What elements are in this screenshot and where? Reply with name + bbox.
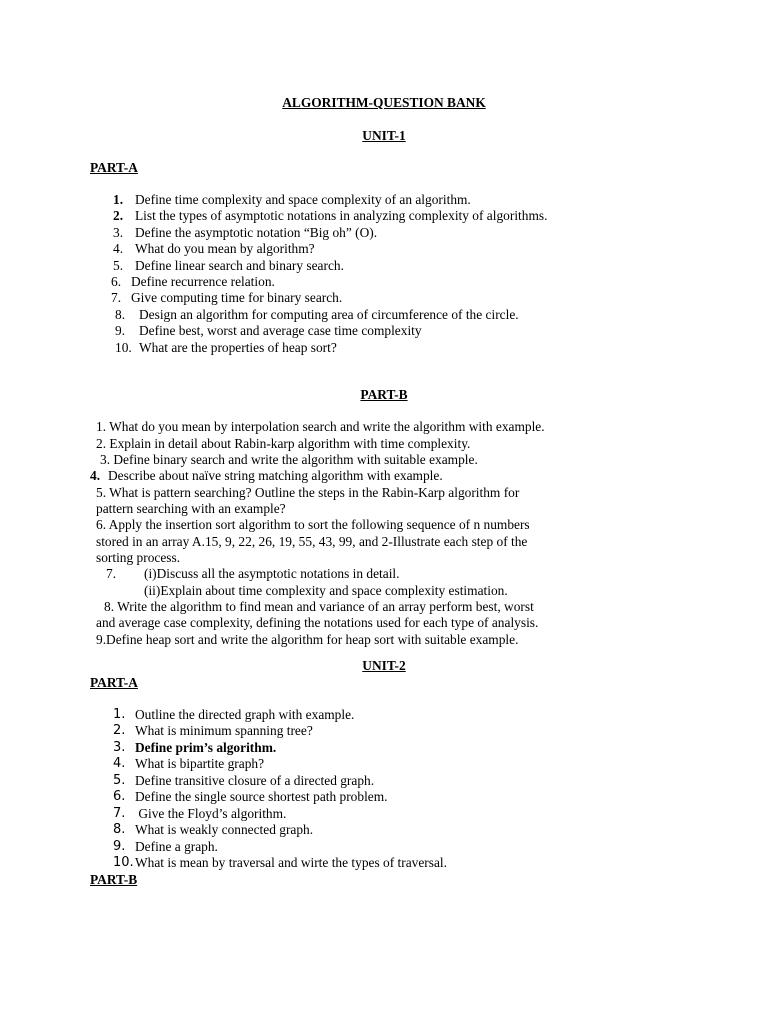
list-item: What are the properties of heap sort? (139, 340, 337, 355)
list-item-number: 2. (113, 723, 126, 738)
list-item: Define a graph. (135, 839, 218, 854)
list-item-number: 2. (113, 208, 124, 223)
list-item-number: 5. (113, 258, 124, 273)
question-line: 9.Define heap sort and write the algorithm for heap sort with suitable example. (96, 632, 519, 647)
question-line: pattern searching with an example? (96, 501, 286, 516)
unit1-part-b-heading: PART-B (360, 387, 408, 402)
list-item: What is mean by traversal and wirte the types of traversal. (135, 855, 447, 870)
question-line: (ii)Explain about time complexity and space complexity estimation. (144, 583, 508, 598)
list-item: Define prim’s algorithm. (135, 740, 277, 755)
document-title: ALGORITHM-QUESTION BANK (282, 95, 486, 110)
question-line: 3. Define binary search and write the algorithm with suitable example. (100, 452, 478, 467)
list-item: Define linear search and binary search. (135, 258, 344, 273)
list-item-number: 3. (113, 740, 126, 755)
unit2-part-a-heading: PART-A (90, 675, 138, 690)
list-item-number: 3. (113, 225, 124, 240)
list-item: Define time complexity and space complexity of an algorithm. (135, 192, 471, 207)
list-item-number: 8. (113, 822, 126, 837)
list-item: Define transitive closure of a directed graph. (135, 773, 375, 788)
question-line: (i)Discuss all the asymptotic notations in detail. (144, 566, 400, 581)
list-item: Outline the directed graph with example. (135, 707, 355, 722)
unit1-part-a-heading: PART-A (90, 160, 138, 175)
unit1-heading: UNIT-1 (362, 128, 406, 143)
list-item-number: 1. (113, 707, 126, 722)
question-line: Describe about naïve string matching algorithm with example. (108, 468, 443, 483)
list-item-number: 1. (113, 192, 124, 207)
question-line: 1. What do you mean by interpolation search and write the algorithm with example. (96, 419, 545, 434)
list-item: Design an algorithm for computing area of circumference of the circle. (139, 307, 519, 322)
list-item: What do you mean by algorithm? (135, 241, 315, 256)
question-line: 5. What is pattern searching? Outline the steps in the Rabin-Karp algorithm for (96, 485, 520, 500)
list-item: Define the single source shortest path problem. (135, 789, 388, 804)
list-item-number: 6. (113, 789, 126, 804)
list-item-number: 10. (115, 340, 132, 355)
list-item: Define recurrence relation. (131, 274, 275, 289)
list-item: What is bipartite graph? (135, 756, 265, 771)
list-item: What is weakly connected graph. (135, 822, 314, 837)
question-line: 2. Explain in detail about Rabin-karp algorithm with time complexity. (96, 436, 471, 451)
question-line: 6. Apply the insertion sort algorithm to sort the following sequence of n numbers (96, 517, 530, 532)
list-item-number: 8. (115, 307, 126, 322)
list-item: Define the asymptotic notation “Big oh” (O). (135, 225, 378, 240)
list-item-number: 4. (113, 241, 124, 256)
question-line: sorting process. (96, 550, 181, 565)
unit2-part-b-heading: PART-B (90, 872, 138, 887)
list-item: List the types of asymptotic notations in analyzing complexity of algorithms. (135, 208, 548, 223)
question-number: 4. (90, 468, 101, 483)
list-item-number: 9. (113, 839, 126, 854)
list-item-number: 4. (113, 756, 126, 771)
question-line: stored in an array A.15, 9, 22, 26, 19, 55, 43, 99, and 2-Illustrate each step of the (96, 534, 528, 549)
list-item-number: 7. (113, 806, 126, 821)
list-item: Define best, worst and average case time complexity (139, 323, 422, 338)
list-item: What is minimum spanning tree? (135, 723, 313, 738)
list-item: Give computing time for binary search. (131, 290, 343, 305)
list-item-number: 10. (113, 855, 134, 870)
list-item-number: 5. (113, 773, 126, 788)
question-number: 7. (106, 566, 117, 581)
list-item-number: 7. (111, 290, 122, 305)
list-item-number: 9. (115, 323, 126, 338)
list-item: Give the Floyd’s algorithm. (135, 806, 287, 821)
question-line: and average case complexity, defining the notations used for each type of analysis. (96, 615, 539, 630)
question-line: 8. Write the algorithm to find mean and variance of an array perform best, worst (104, 599, 534, 614)
unit2-heading: UNIT-2 (362, 658, 406, 673)
list-item-number: 6. (111, 274, 122, 289)
